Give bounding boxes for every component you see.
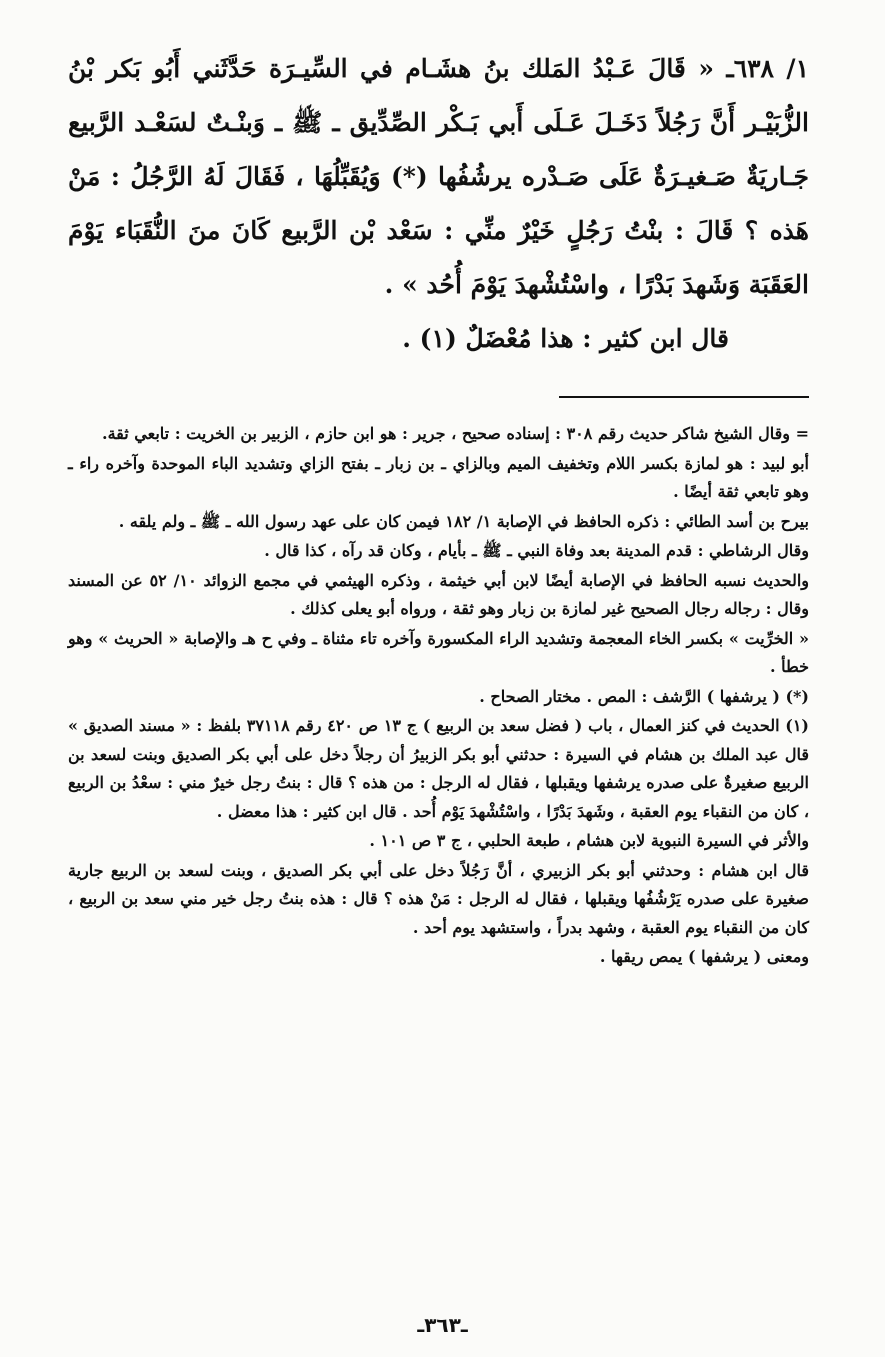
footnote-paragraph: بيرح بن أسد الطائي : ذكره الحافظ في الإصابة ١/ ١٨٢ فيمن كان على عهد رسول الله ـ ﷺ ـ ولم يلقه . bbox=[118, 511, 809, 531]
footnote-separator bbox=[559, 396, 809, 398]
footnote-paragraph: قال ابن هشام : وحدثني أبو بكر الزبيري ، أنَّ رَجُلاً دخل على أبي بكر الصديق ، وبنت لسعد بن الربيع جارية صغيرة على صدره يَرْشُفُها ويقبلها ، فقال له الرجل : مَنْ هذه ؟ قال : هذه بنتُ رجل خير مني سعد بن الربيع ، كان من النقباء يوم العقبة ، وشهد بدراً ، واستشهد يوم أحد . bbox=[68, 860, 809, 937]
hadith-paragraph: ١/ ٦٣٨ـ « قَالَ عَـبْدُ المَلك بنُ هشَـام في السِّيـرَة حَدَّثَني أَبُو بَكر بْنُ الزُّبَيْـر أَنَّ رَجُلاً دَخَـلَ عَـلَى أَبي بَـكْر الصِّدِّيق ـ ﷺ ـ وَبنْـتٌ لسَعْـد الرَّبيع جَـاريَةٌ صَـغيـرَةٌ عَلَى صَـدْره يرشُفُها (*) وَيُقَبِّلُهَا ، فَقَالَ لَهُ الرَّجُلُ : مَنْ هَذه ؟ قَالَ : بنْتُ رَجُلٍ خَيْرٌ منِّي : سَعْد بْن الرَّبيع كَانَ منَ النُّقَبَاء يَوْمَ العَقَبَة وَشَهدَ بَدْرًا ، واسْتُشْهدَ يَوْمَ أُحُد » . bbox=[68, 54, 809, 299]
footnotes-block bbox=[68, 420, 809, 972]
footnote-paragraph: أبو لبيد : هو لمازة بكسر اللام وتخفيف الميم وبالزاي ـ بن زبار ـ بفتح الزاي وتشديد الباء الموحدة وآخره راء ـ وهو تابعي ثقة أيضًا . bbox=[68, 453, 809, 501]
footnote-paragraph: وقال الرشاطي : قدم المدينة بعد وفاة النبي ـ ﷺ ـ بأيام ، وكان قد رآه ، كذا قال . bbox=[264, 541, 809, 560]
footnote-paragraph: = وقال الشيخ شاكر حديث رقم ٣٠٨ : إسناده صحيح ، جرير : هو ابن حازم ، الزبير بن الخريت : تابعي ثقة. bbox=[102, 424, 809, 443]
footnote-paragraph: والأثر في السيرة النبوية لابن هشام ، طبعة الحلبي ، ج ٣ ص ١٠١ . bbox=[369, 831, 809, 850]
page bbox=[68, 42, 809, 973]
ibn-kathir-remark: قال ابن كثير : هذا مُعْضَلٌ (١) . bbox=[402, 324, 729, 353]
main-text-block bbox=[68, 42, 809, 366]
footnote-paragraph: ومعنى ( يرشفها ) يمص ريقها . bbox=[599, 947, 809, 966]
page-number: ـ٣٦٣ـ bbox=[417, 1313, 468, 1337]
footnote-paragraph: (*) ( يرشفها ) الرَّشف : المص . مختار الصحاح . bbox=[479, 686, 809, 706]
footnote-paragraph: والحديث نسبه الحافظ في الإصابة أيضًا لابن أبي خيثمة ، وذكره الهيثمي في مجمع الزوائد ١٠/ ٥٢ عن المسند وقال : رجاله رجال الصحيح غير لمازة بن زبار وهو ثقة ، ورواه أبو يعلى كذلك . bbox=[68, 570, 809, 618]
footnote-paragraph: « الخرِّيت » بكسر الخاء المعجمة وتشديد الراء المكسورة وآخره تاء مثناة ـ وفي ح هـ والإصابة « الحريث » وهو خطأ . bbox=[68, 628, 809, 676]
footnote-paragraph: (١) الحديث في كنز العمال ، باب ( فضل سعد بن الربيع ) ج ١٣ ص ٤٢٠ رقم ٣٧١١٨ بلفظ : « مسند الصديق » قال عبد الملك بن هشام في السيرة : حدثني أبو بكر الزبيرُ أن رجلاً دخل على أبي بكر الصديق وبنت لسعد بن الربيع صغيرةٌ على صدره يرشفها ويقبلها ، فقال له الرجل : من هذه ؟ قال : بنتُ رجل خيرٌ مني : سعْدُ بن الربيع ، كان من النقباء يوم العقبة ، وشَهدَ بَدْرًا ، واسْتُشْهدَ يَوْم أُحد . قال ابن كثير : هذا معضل . bbox=[68, 716, 810, 821]
